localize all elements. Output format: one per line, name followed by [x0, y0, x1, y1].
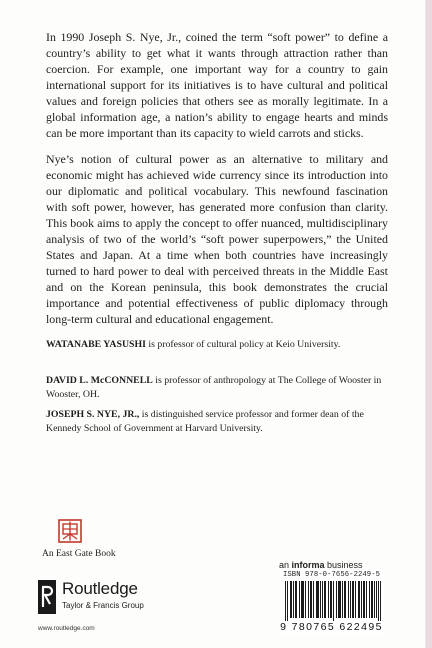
barcode-bar: [376, 581, 377, 618]
blurb-paragraph-2: Nye’s notion of cultural power as an alternative to military and economic might has achieved wide currency since its introduction into our diplomatic and political vocabulary. This newfound fascination with soft power, however, has generated more confusion than clarity. This book aims to apply the concept to offer nuanced, multidisciplinary analysis of two of the world’s “soft power superpowers,” the United States and Japan. At a time when both countries have increasingly turned to hard power to deal with perceived threats in the Middle East and on the Korean peninsula, this book demonstrates the crucial importance and potential effectiveness of public diplomacy through long-term cultural and educational engagement.: [46, 152, 388, 326]
barcode-bar: [366, 581, 367, 618]
barcode-bar: [340, 581, 341, 618]
barcode-bar: [328, 581, 329, 618]
author-bio-text: is professor of cultural policy at Keio University.: [145, 339, 341, 350]
barcode-bar: [378, 581, 379, 621]
author-bio-mcconnell: [46, 374, 388, 402]
barcode-bar: [287, 581, 288, 621]
barcode-bar: [345, 581, 346, 618]
author-bio-watanabe: [46, 338, 388, 352]
barcode-bar: [371, 581, 372, 618]
isbn-text: ISBN 978-0-7656-2249-5: [282, 571, 381, 579]
barcode-bar: [291, 581, 292, 618]
barcode-bar: [344, 581, 345, 618]
spine-edge-stripe: [426, 0, 432, 648]
barcode-bar: [285, 581, 286, 621]
east-gate-seal-icon: [58, 519, 82, 543]
informa-suffix: business: [324, 560, 363, 570]
barcode-bar: [296, 581, 297, 618]
informa-brand: informa: [291, 560, 325, 570]
barcode-bar: [350, 581, 351, 618]
author-name: JOSEPH S. NYE, JR.,: [46, 409, 140, 420]
barcode-bar: [364, 581, 365, 618]
east-gate-label: An East Gate Book: [42, 549, 116, 559]
barcode-bar: [322, 581, 323, 618]
barcode-bar: [353, 581, 354, 618]
ean-digits: 9 780765 622495: [280, 621, 383, 633]
publisher-name: Routledge: [62, 579, 138, 598]
barcode-bar: [358, 581, 359, 618]
barcode-bar: [325, 581, 326, 618]
barcode-bar: [317, 581, 318, 618]
barcode-bar: [342, 581, 343, 618]
barcode-bar: [359, 581, 360, 618]
barcode-bar: [320, 581, 321, 618]
isbn-barcode: [279, 570, 384, 634]
barcode-bar: [352, 581, 353, 618]
barcode-bar: [313, 581, 314, 618]
barcode-bar: [336, 581, 337, 618]
barcode-bar: [305, 581, 306, 618]
barcode-bar: [361, 581, 362, 618]
barcode-bar: [369, 581, 370, 618]
informa-prefix: an: [279, 560, 292, 570]
routledge-logo-icon: [38, 580, 56, 614]
barcode-bar: [330, 581, 331, 618]
barcode-bar: [363, 581, 364, 618]
barcode-bar: [380, 581, 381, 621]
barcode-bar: [302, 581, 303, 618]
barcode-bar: [333, 581, 334, 621]
barcode-bar: [355, 581, 356, 618]
barcode-bar: [316, 581, 317, 618]
author-bio-text: is distinguished service professor and former dean of the Kennedy School of Government at Harvard University.: [46, 409, 364, 434]
barcode-bar: [348, 581, 349, 618]
barcode-bar: [331, 581, 332, 618]
barcode-bar: [338, 581, 339, 618]
barcode-bar: [293, 581, 294, 618]
barcode-bar: [290, 581, 291, 618]
routledge-logo: [38, 580, 168, 620]
barcode-bar: [374, 581, 375, 618]
barcode-bar: [295, 581, 296, 618]
barcode-bar: [310, 581, 311, 618]
publisher-url: www.routledge.com: [38, 625, 95, 632]
author-name: DAVID L. McCONNELL: [46, 375, 153, 386]
barcode-bar: [318, 581, 319, 618]
informa-tagline: [279, 560, 363, 570]
barcode-bar: [311, 581, 312, 618]
barcode-bar: [308, 581, 309, 618]
author-name: WATANABE YASUSHI: [46, 339, 146, 350]
barcode-bar: [299, 581, 300, 618]
barcode-bar: [372, 581, 373, 618]
barcode-bar: [324, 581, 325, 618]
barcode-bars: [285, 581, 381, 621]
blurb-paragraph-1: In 1990 Joseph S. Nye, Jr., coined the term “soft power” to define a country’s ability to get what it wants through attraction rather than coercion. For example, one important way for a country to gain international support for its initiatives is to have cultural and political values and foreign policies that others see as morally legitimate. In a global information age, a nation’s ability to engage hearts and minds can be more important than its capacity to wield carrots and sticks.: [46, 30, 388, 140]
barcode-bar: [339, 581, 340, 618]
barcode-bar: [301, 581, 302, 618]
author-bio-text: is professor of anthropology at The College of Wooster in Wooster, OH.: [46, 375, 382, 400]
author-bio-nye: [46, 408, 388, 436]
barcode-bar: [303, 581, 304, 618]
publisher-subtitle: Taylor & Francis Group: [62, 601, 144, 610]
